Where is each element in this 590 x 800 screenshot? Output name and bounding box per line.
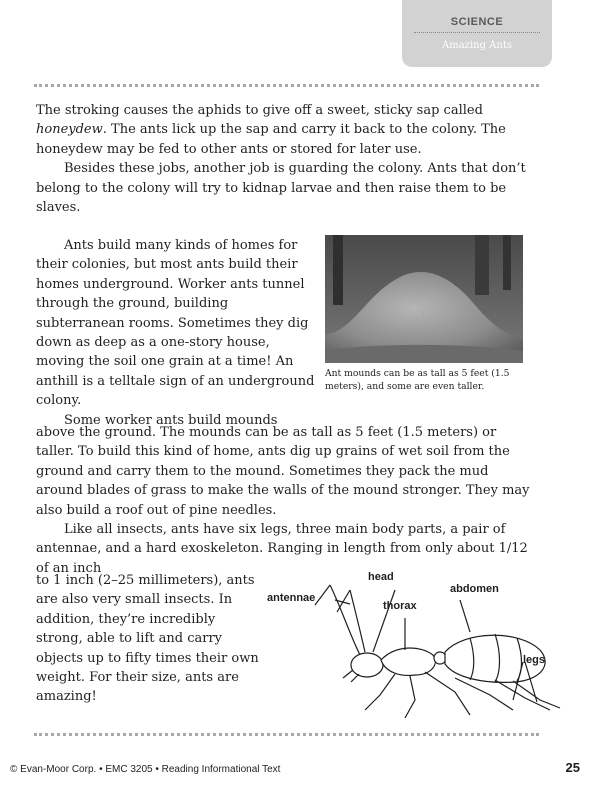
body-text-top	[36, 101, 536, 217]
paragraph-4-lead: Some worker ants build mounds	[64, 412, 278, 428]
section-tab	[402, 0, 552, 67]
topic-label: Amazing Ants	[442, 40, 512, 51]
honeydew-term: honeydew	[36, 122, 103, 138]
label-antennae: antennae	[267, 592, 316, 604]
paragraph-3: Ants build many kinds of homes for their colonies, but most ants build their homes underground. Worker ants tunnel through the ground, building subterranean rooms. Sometimes they dig down as deep as a one-story house, moving the soil one grain at a time! An anthill is a telltale sign of an underground colony.	[36, 238, 315, 409]
body-text-middle	[36, 423, 536, 578]
p1-text-a: The stroking causes the aphids to give off a sweet, sticky sap called	[36, 103, 483, 118]
page-number: 25	[565, 760, 580, 775]
label-thorax: thorax	[383, 600, 417, 612]
label-legs: legs	[523, 654, 546, 666]
bottom-dotted-divider	[34, 733, 539, 736]
ant-diagram	[255, 560, 565, 720]
body-text-column	[36, 236, 318, 430]
paragraph-2: Besides these jobs, another job is guarding the colony. Ants that don’t belong to the colony will try to kidnap larvae and then raise them to be slaves.	[36, 161, 526, 216]
paragraph-5-rest: to 1 inch (2–25 millimeters), ants are also very small insects. In addition, they’re incredibly strong, able to lift and carry objects up to fifty times their own weight. For their size, ants are amazing!	[36, 573, 259, 705]
photo-caption: Ant mounds can be as tall as 5 feet (1.5 meters), and some are even taller.	[325, 368, 510, 392]
paragraph-1	[36, 101, 536, 159]
top-dotted-divider	[34, 84, 539, 87]
footer-credit: © Evan-Moor Corp. • EMC 3205 • Reading Informational Text	[10, 764, 281, 775]
ant-mound-illustration	[325, 235, 523, 363]
paragraph-4-rest: above the ground. The mounds can be as tall as 5 feet (1.5 meters) or taller. To build this kind of home, ants dig up grains of wet soil from the ground and carry them to the mound. Sometimes they pack the mud around blades of grass to make the walls of the mound stronger. They may also build a roof out of pine needles.	[36, 425, 530, 518]
label-head: head	[368, 571, 394, 583]
label-abdomen: abdomen	[450, 583, 499, 595]
paragraph-5-lead: Like all insects, ants have six legs, three main body parts, a pair of antennae, and a hard exoskeleton. Ranging in length from only about 1/12 of an inch	[36, 522, 528, 576]
subject-label: SCIENCE	[450, 16, 504, 28]
body-text-bottom	[36, 571, 262, 707]
ant-mound-photo	[325, 235, 523, 363]
ant-drawing	[255, 560, 565, 720]
tab-divider	[414, 32, 540, 33]
p1-text-b: . The ants lick up the sap and carry it back to the colony. The honeydew may be fed to other ants or stored for later use.	[36, 122, 506, 157]
